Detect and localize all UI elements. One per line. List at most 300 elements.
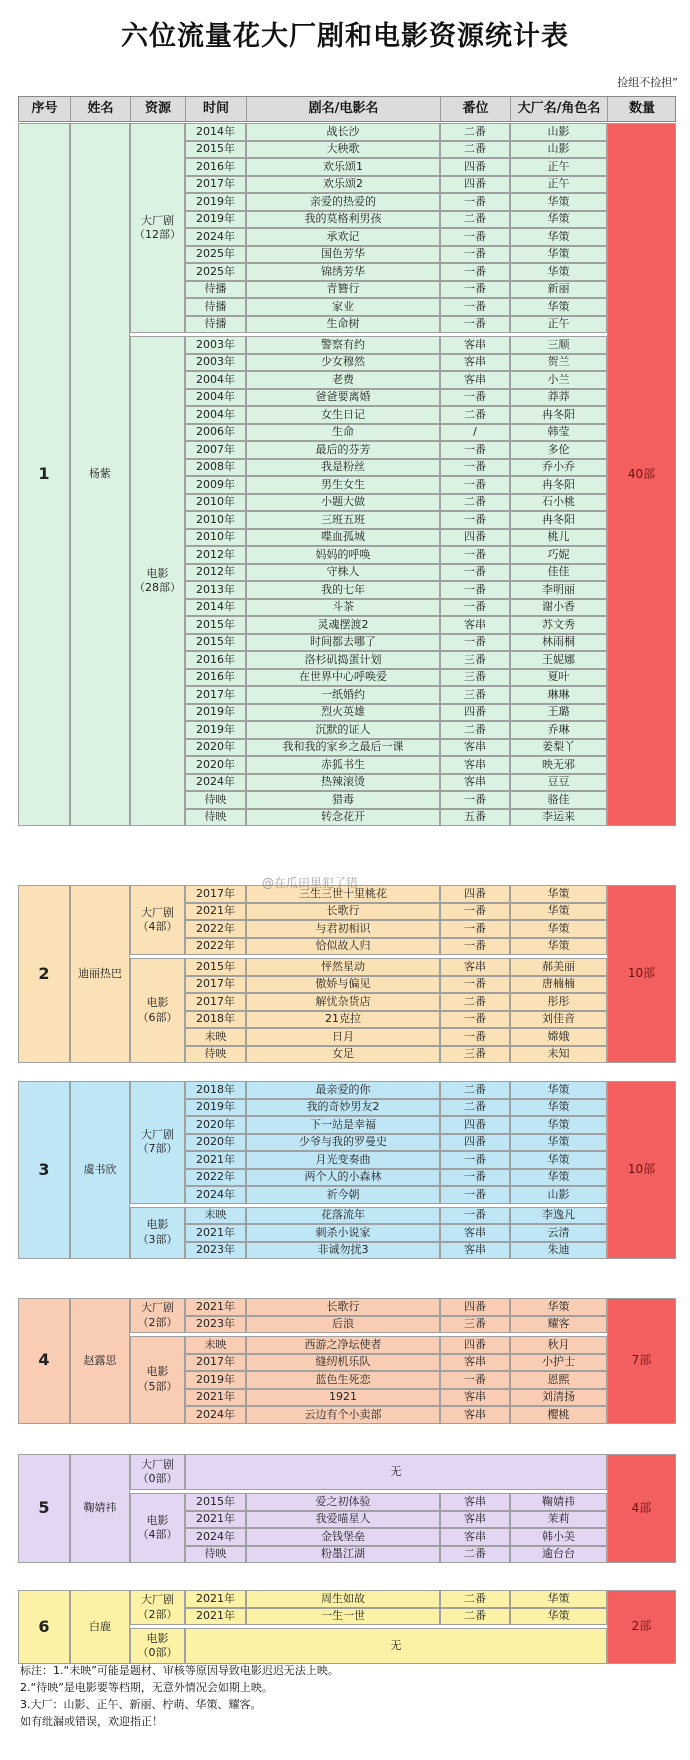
row-billing: 一番	[440, 581, 510, 599]
row-time: 2025年	[185, 246, 246, 264]
row-billing: 一番	[440, 316, 510, 334]
row-studio-role: 华策	[510, 1298, 607, 1316]
row-title: 赤狐书生	[246, 756, 440, 774]
row-title: 一纸婚约	[246, 686, 440, 704]
row-studio-role: 冉冬阳	[510, 476, 607, 494]
person-count: 2部	[607, 1590, 676, 1664]
row-studio-role: 李明丽	[510, 581, 607, 599]
row-time: 2019年	[185, 211, 246, 229]
row-time: 2015年	[185, 634, 246, 652]
row-billing: 一番	[440, 441, 510, 459]
row-studio-role: 正午	[510, 176, 607, 194]
row-title: 爸爸要离婚	[246, 389, 440, 407]
row-time: 2019年	[185, 704, 246, 722]
row-time: 2016年	[185, 669, 246, 687]
row-billing: /	[440, 424, 510, 442]
row-studio-role: 郝美丽	[510, 958, 607, 976]
watermark: @在瓜田里犯了错	[262, 876, 359, 890]
row-studio-role: 刘佳音	[510, 1011, 607, 1029]
row-billing: 一番	[440, 791, 510, 809]
row-studio-role: 华策	[510, 938, 607, 956]
row-billing: 一番	[440, 246, 510, 264]
row-studio-role: 鞠婧祎	[510, 1493, 607, 1511]
row-title: 1921	[246, 1389, 440, 1407]
row-billing: 一番	[440, 263, 510, 281]
row-time: 2012年	[185, 564, 246, 582]
row-title: 一生一世	[246, 1608, 440, 1626]
row-title: 蓝色生死恋	[246, 1371, 440, 1389]
row-studio-role: 巧妮	[510, 546, 607, 564]
row-studio-role: 小护士	[510, 1354, 607, 1372]
row-billing: 一番	[440, 634, 510, 652]
row-time: 2017年	[185, 686, 246, 704]
row-billing: 客串	[440, 1493, 510, 1511]
row-time: 2015年	[185, 141, 246, 159]
row-studio-role: 彤彤	[510, 993, 607, 1011]
row-title: 云边有个小卖部	[246, 1406, 440, 1424]
row-time: 2024年	[185, 1406, 246, 1424]
person-count: 10部	[607, 885, 676, 1063]
row-title: 家业	[246, 298, 440, 316]
row-title: 我的七年	[246, 581, 440, 599]
person-count: 40部	[607, 123, 676, 826]
row-time: 2012年	[185, 546, 246, 564]
row-title: 长歌行	[246, 1298, 440, 1316]
row-time: 待播	[185, 316, 246, 334]
row-billing: 一番	[440, 1186, 510, 1204]
row-title: 后浪	[246, 1316, 440, 1334]
row-title: 祈今朝	[246, 1186, 440, 1204]
row-time: 待映	[185, 1046, 246, 1064]
row-title: 老费	[246, 371, 440, 389]
row-studio-role: 华策	[510, 903, 607, 921]
row-studio-role: 琳琳	[510, 686, 607, 704]
row-time: 2003年	[185, 336, 246, 354]
row-studio-role: 乔琳	[510, 721, 607, 739]
row-time: 2021年	[185, 1224, 246, 1242]
row-studio-role: 谢小香	[510, 599, 607, 617]
resource-label: 电影 （5部）	[130, 1336, 185, 1424]
row-title: 警察有约	[246, 336, 440, 354]
row-time: 2019年	[185, 1099, 246, 1117]
row-title: 转念花开	[246, 809, 440, 827]
row-title: 守株人	[246, 564, 440, 582]
row-billing: 二番	[440, 406, 510, 424]
person-index: 1	[18, 123, 70, 826]
row-title: 斗茶	[246, 599, 440, 617]
row-billing: 一番	[440, 1371, 510, 1389]
row-studio-role: 多伦	[510, 441, 607, 459]
row-billing: 一番	[440, 938, 510, 956]
row-billing: 客串	[440, 354, 510, 372]
row-title: 时间都去哪了	[246, 634, 440, 652]
row-title: 洛杉矶捣蛋计划	[246, 651, 440, 669]
row-billing: 四番	[440, 1134, 510, 1152]
row-title: 猎毒	[246, 791, 440, 809]
row-studio-role: 山影	[510, 141, 607, 159]
row-time: 2019年	[185, 193, 246, 211]
row-time: 2016年	[185, 651, 246, 669]
resource-label: 电影 （4部）	[130, 1493, 185, 1563]
row-billing: 一番	[440, 389, 510, 407]
row-studio-role: 嫦娥	[510, 1028, 607, 1046]
row-studio-role: 唐楠楠	[510, 976, 607, 994]
person-name: 赵露思	[70, 1298, 130, 1424]
row-billing: 客串	[440, 958, 510, 976]
row-billing: 一番	[440, 511, 510, 529]
row-title: 金钱堡垒	[246, 1528, 440, 1546]
row-time: 2010年	[185, 494, 246, 512]
row-time: 2017年	[185, 885, 246, 903]
row-studio-role: 王璐	[510, 704, 607, 722]
row-title: 两个人的小森林	[246, 1169, 440, 1187]
row-billing: 三番	[440, 1316, 510, 1334]
row-billing: 客串	[440, 1242, 510, 1260]
row-time: 2022年	[185, 938, 246, 956]
row-billing: 客串	[440, 616, 510, 634]
row-title: 沉默的证人	[246, 721, 440, 739]
row-billing: 一番	[440, 1207, 510, 1225]
row-title: 怦然星动	[246, 958, 440, 976]
row-studio-role: 华策	[510, 1169, 607, 1187]
row-title: 少爷与我的罗曼史	[246, 1134, 440, 1152]
row-studio-role: 石小桃	[510, 494, 607, 512]
row-title: 热辣滚烫	[246, 774, 440, 792]
person-index: 6	[18, 1590, 70, 1664]
row-time: 2015年	[185, 1493, 246, 1511]
row-studio-role: 韩小美	[510, 1528, 607, 1546]
header-resource: 资源	[131, 97, 186, 121]
subtitle: 捡组不捡担”	[617, 76, 678, 89]
row-title: 我是粉丝	[246, 459, 440, 477]
row-time: 2018年	[185, 1011, 246, 1029]
row-title: 最后的芬芳	[246, 441, 440, 459]
row-studio-role: 山影	[510, 123, 607, 141]
row-studio-role: 刘清扬	[510, 1389, 607, 1407]
row-studio-role: 李运来	[510, 809, 607, 827]
row-time: 2017年	[185, 1354, 246, 1372]
row-billing: 一番	[440, 1028, 510, 1046]
row-title: 周生如故	[246, 1590, 440, 1608]
person-name: 迪丽热巴	[70, 885, 130, 1063]
row-time: 2003年	[185, 354, 246, 372]
row-billing: 客串	[440, 1528, 510, 1546]
row-time: 2010年	[185, 529, 246, 547]
row-time: 2004年	[185, 406, 246, 424]
person-count: 7部	[607, 1298, 676, 1424]
row-studio-role: 樱桃	[510, 1406, 607, 1424]
row-billing: 三番	[440, 1046, 510, 1064]
row-billing: 二番	[440, 123, 510, 141]
row-studio-role: 王妮娜	[510, 651, 607, 669]
row-time: 2021年	[185, 1511, 246, 1529]
note-line: 如有纰漏或错误，欢迎指正！	[20, 1715, 163, 1728]
person-name: 鞠婧祎	[70, 1454, 130, 1563]
header-time: 时间	[186, 97, 247, 121]
row-studio-role: 华策	[510, 1590, 607, 1608]
person-count: 10部	[607, 1081, 676, 1259]
row-billing: 客串	[440, 1224, 510, 1242]
row-billing: 一番	[440, 564, 510, 582]
row-studio-role: 桃儿	[510, 529, 607, 547]
row-billing: 一番	[440, 459, 510, 477]
row-studio-role: 小兰	[510, 371, 607, 389]
row-billing: 一番	[440, 298, 510, 316]
row-time: 2023年	[185, 1316, 246, 1334]
row-title: 小题大做	[246, 494, 440, 512]
person-index: 2	[18, 885, 70, 1063]
row-title: 西游之净坛使者	[246, 1336, 440, 1354]
row-billing: 四番	[440, 1336, 510, 1354]
row-studio-role: 豆豆	[510, 774, 607, 792]
row-studio-role: 佳佳	[510, 564, 607, 582]
page-title: 六位流量花大厂剧和电影资源统计表	[121, 21, 569, 52]
row-title: 三生三世十里桃花	[246, 885, 440, 903]
row-studio-role: 秋月	[510, 1336, 607, 1354]
row-studio-role: 耀客	[510, 1316, 607, 1334]
row-title: 男生女生	[246, 476, 440, 494]
row-studio-role: 恩熙	[510, 1371, 607, 1389]
row-time: 2022年	[185, 1169, 246, 1187]
row-title: 日月	[246, 1028, 440, 1046]
row-billing: 二番	[440, 1608, 510, 1626]
row-time: 2004年	[185, 371, 246, 389]
row-time: 未映	[185, 1028, 246, 1046]
row-title: 亲爱的热爱的	[246, 193, 440, 211]
row-studio-role: 华策	[510, 1116, 607, 1134]
row-studio-role: 朱迪	[510, 1242, 607, 1260]
header-title: 剧名/电影名	[247, 97, 441, 121]
row-time: 2021年	[185, 903, 246, 921]
row-time: 待映	[185, 791, 246, 809]
row-studio-role: 映无邪	[510, 756, 607, 774]
row-title: 女足	[246, 1046, 440, 1064]
row-title: 我的莫格利男孩	[246, 211, 440, 229]
person-name: 白鹿	[70, 1590, 130, 1664]
row-title: 三班五班	[246, 511, 440, 529]
row-studio-role: 李逸凡	[510, 1207, 607, 1225]
row-billing: 二番	[440, 1099, 510, 1117]
row-time: 2017年	[185, 976, 246, 994]
row-title: 刺杀小说家	[246, 1224, 440, 1242]
row-billing: 客串	[440, 371, 510, 389]
person-index: 4	[18, 1298, 70, 1424]
header-name: 姓名	[71, 97, 131, 121]
row-title: 月光变奏曲	[246, 1151, 440, 1169]
row-billing: 五番	[440, 809, 510, 827]
row-title: 花落流年	[246, 1207, 440, 1225]
row-time: 2018年	[185, 1081, 246, 1099]
row-billing: 二番	[440, 494, 510, 512]
row-title: 在世界中心呼唤爱	[246, 669, 440, 687]
row-title: 烈火英雄	[246, 704, 440, 722]
row-studio-role: 华策	[510, 228, 607, 246]
row-title: 我的奇妙男友2	[246, 1099, 440, 1117]
row-time: 2024年	[185, 228, 246, 246]
row-billing: 二番	[440, 1590, 510, 1608]
resource-label: 电影 （3部）	[130, 1207, 185, 1260]
row-time: 2022年	[185, 920, 246, 938]
row-title: 生命	[246, 424, 440, 442]
row-time: 2017年	[185, 993, 246, 1011]
row-studio-role: 骆佳	[510, 791, 607, 809]
row-billing: 三番	[440, 686, 510, 704]
resource-label: 电影 （28部）	[130, 336, 185, 826]
row-time: 2008年	[185, 459, 246, 477]
row-title: 少女穆然	[246, 354, 440, 372]
row-studio-role: 华策	[510, 1134, 607, 1152]
row-title: 21克拉	[246, 1011, 440, 1029]
row-title: 粉墨江湖	[246, 1546, 440, 1564]
note-line: 3.大厂：山影、正午、新丽、柠萌、华策、耀客。	[20, 1698, 262, 1711]
row-studio-role: 冉冬阳	[510, 406, 607, 424]
empty-group: 无	[185, 1628, 607, 1664]
row-time: 2024年	[185, 1186, 246, 1204]
row-billing: 四番	[440, 176, 510, 194]
row-time: 2020年	[185, 1134, 246, 1152]
row-studio-role: 山影	[510, 1186, 607, 1204]
row-title: 与君初相识	[246, 920, 440, 938]
row-studio-role: 华策	[510, 298, 607, 316]
row-title: 青簪行	[246, 281, 440, 299]
row-time: 2013年	[185, 581, 246, 599]
row-studio-role: 华策	[510, 211, 607, 229]
row-billing: 一番	[440, 976, 510, 994]
header-count: 数量	[628, 101, 655, 116]
row-time: 2024年	[185, 774, 246, 792]
row-billing: 客串	[440, 1354, 510, 1372]
row-time: 2014年	[185, 599, 246, 617]
row-billing: 二番	[440, 721, 510, 739]
row-title: 最亲爱的你	[246, 1081, 440, 1099]
row-studio-role: 林雨桐	[510, 634, 607, 652]
row-title: 战长沙	[246, 123, 440, 141]
row-studio-role: 茉莉	[510, 1511, 607, 1529]
row-billing: 四番	[440, 158, 510, 176]
row-billing: 一番	[440, 546, 510, 564]
row-title: 我和我的家乡之最后一课	[246, 739, 440, 757]
row-studio-role: 华策	[510, 1099, 607, 1117]
header-index: 序号	[19, 97, 71, 121]
row-billing: 二番	[440, 1081, 510, 1099]
row-time: 2020年	[185, 756, 246, 774]
row-billing: 客串	[440, 739, 510, 757]
row-time: 2006年	[185, 424, 246, 442]
row-studio-role: 华策	[510, 1608, 607, 1626]
header-billing: 番位	[441, 97, 511, 121]
resource-label: 大厂剧 （2部）	[130, 1590, 185, 1625]
row-studio-role: 三顺	[510, 336, 607, 354]
row-time: 2010年	[185, 511, 246, 529]
row-time: 2020年	[185, 1116, 246, 1134]
row-time: 2015年	[185, 616, 246, 634]
row-billing: 一番	[440, 1151, 510, 1169]
row-time: 2019年	[185, 721, 246, 739]
row-title: 解忧杂货店	[246, 993, 440, 1011]
row-studio-role: 韩莹	[510, 424, 607, 442]
row-time: 未映	[185, 1207, 246, 1225]
row-billing: 三番	[440, 669, 510, 687]
row-billing: 二番	[440, 993, 510, 1011]
row-studio-role: 姜梨丫	[510, 739, 607, 757]
row-time: 2015年	[185, 958, 246, 976]
row-time: 2024年	[185, 1528, 246, 1546]
row-time: 2019年	[185, 1371, 246, 1389]
row-title: 下一站是幸福	[246, 1116, 440, 1134]
row-billing: 四番	[440, 1298, 510, 1316]
row-time: 待映	[185, 809, 246, 827]
row-time: 2021年	[185, 1151, 246, 1169]
row-billing: 客串	[440, 756, 510, 774]
row-title: 非诚勿扰3	[246, 1242, 440, 1260]
row-studio-role: 贺兰	[510, 354, 607, 372]
header-studio-role: 大厂名/角色名	[511, 97, 608, 121]
row-time: 待映	[185, 1546, 246, 1564]
row-title: 长歌行	[246, 903, 440, 921]
row-billing: 四番	[440, 1116, 510, 1134]
row-billing: 一番	[440, 476, 510, 494]
row-billing: 一番	[440, 1011, 510, 1029]
row-title: 生命树	[246, 316, 440, 334]
row-studio-role: 华策	[510, 1151, 607, 1169]
row-time: 待播	[185, 298, 246, 316]
row-billing: 二番	[440, 1546, 510, 1564]
row-time: 2021年	[185, 1590, 246, 1608]
row-title: 喋血孤城	[246, 529, 440, 547]
row-title: 国色芳华	[246, 246, 440, 264]
row-billing: 二番	[440, 141, 510, 159]
row-time: 2020年	[185, 739, 246, 757]
row-time: 2021年	[185, 1298, 246, 1316]
row-studio-role: 夏叶	[510, 669, 607, 687]
row-title: 欢乐颂1	[246, 158, 440, 176]
row-time: 2023年	[185, 1242, 246, 1260]
note-line: 标注：1.“未映”可能是题材、审核等原因导致电影迟迟无法上映。	[20, 1664, 339, 1677]
row-studio-role: 华策	[510, 246, 607, 264]
row-studio-role: 苏文秀	[510, 616, 607, 634]
row-billing: 客串	[440, 1406, 510, 1424]
note-line: 2.“待映”是电影要等档期，无意外情况会如期上映。	[20, 1681, 273, 1694]
notes	[20, 1662, 670, 1730]
resource-label: 大厂剧 （2部）	[130, 1298, 185, 1333]
row-time: 2004年	[185, 389, 246, 407]
row-time: 待播	[185, 281, 246, 299]
row-billing: 二番	[440, 211, 510, 229]
row-title: 锦绣芳华	[246, 263, 440, 281]
row-time: 2025年	[185, 263, 246, 281]
row-billing: 一番	[440, 193, 510, 211]
row-title: 欢乐颂2	[246, 176, 440, 194]
row-billing: 四番	[440, 885, 510, 903]
row-studio-role: 华策	[510, 1081, 607, 1099]
resource-label: 大厂剧 （0部）	[130, 1454, 185, 1490]
person-index: 5	[18, 1454, 70, 1563]
person-index: 3	[18, 1081, 70, 1259]
row-billing: 四番	[440, 529, 510, 547]
resource-label: 大厂剧 （12部）	[130, 123, 185, 333]
row-billing: 一番	[440, 1169, 510, 1187]
row-studio-role: 正午	[510, 316, 607, 334]
row-billing: 一番	[440, 281, 510, 299]
row-title: 大秧歌	[246, 141, 440, 159]
person-name: 杨紫	[70, 123, 130, 826]
row-time: 2009年	[185, 476, 246, 494]
row-studio-role: 华策	[510, 263, 607, 281]
resource-label: 电影 （0部）	[130, 1628, 185, 1664]
empty-group: 无	[185, 1454, 607, 1490]
row-time: 2021年	[185, 1608, 246, 1626]
row-time: 2014年	[185, 123, 246, 141]
